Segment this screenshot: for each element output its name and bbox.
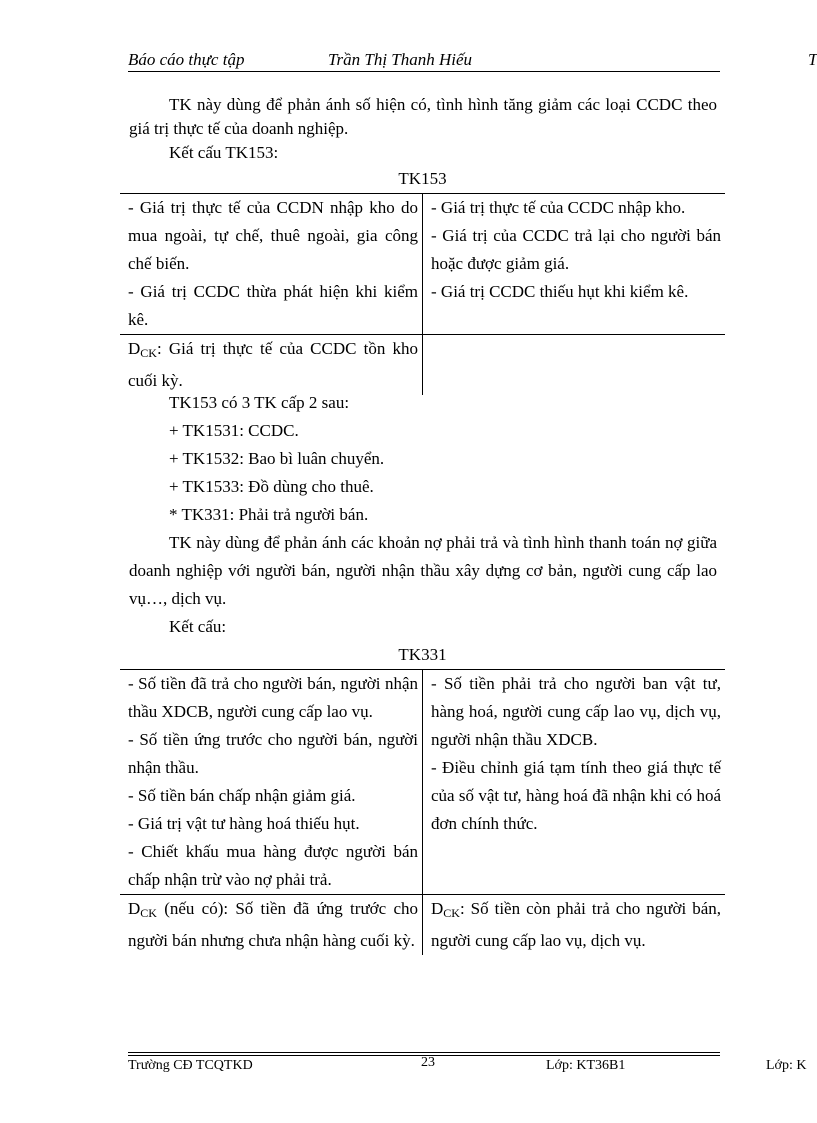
tk153-balance-cell — [120, 335, 423, 395]
balance-description: : Số tiền còn phải trả cho người bán, người cung cấp lao vụ, dịch vụ. — [431, 899, 721, 950]
tk331-balance-left-cell — [120, 895, 423, 955]
tk331-debit-line: - Số tiền đã trả cho người bán, người nhận thầu XDCB, người cung cấp lao vụ. — [128, 674, 418, 721]
footer-class-right: Lớp: K — [766, 1058, 807, 1073]
header-rule — [128, 71, 720, 72]
subaccount-item: + TK1532: Bao bì luân chuyển. — [169, 449, 385, 468]
header-report-title: Báo cáo thực tập — [128, 50, 245, 69]
tk331-credit-line: - Số tiền phải trả cho người ban vật tư, hàng hoá, người cung cấp lao vụ, dịch vụ, người nhận thầu XDCB. — [431, 674, 721, 749]
tk331-debit-line: - Số tiền bán chấp nhận giảm giá. — [128, 786, 356, 805]
tk331-debit-cell — [120, 670, 423, 894]
tk331-credit-cell — [423, 670, 725, 894]
tk331-description: TK này dùng để phản ánh các khoản nợ phải trả và tình hình thanh toán nợ giữa doanh nghiệp với người bán, người nhận thầu xây dựng cơ bản, người cung cấp lao vụ…, dịch vụ. — [129, 533, 717, 608]
tk331-t-account — [120, 641, 725, 955]
balance-description: (nếu có): Số tiền đã ứng trước cho người bán nhưng chưa nhận hàng cuối kỳ. — [128, 899, 418, 950]
tk153-credit-line: - Giá trị CCDC thiếu hụt khi kiểm kê. — [431, 282, 689, 301]
tk153-credit-cell — [423, 194, 725, 334]
footer-school: Trường CĐ TCQTKD — [128, 1058, 253, 1073]
balance-subscript: CK — [140, 346, 157, 360]
tk331-credit-line: - Điều chỉnh giá tạm tính theo giá thực tế của số vật tư, hàng hoá đã nhận khi có hoá đơn chính thức. — [431, 758, 721, 833]
tk153-debit-cell — [120, 194, 423, 334]
tk153-intro — [129, 93, 717, 165]
balance-subscript: CK — [140, 906, 157, 920]
tk331-balance-left-text — [128, 895, 418, 955]
balance-description: : Giá trị thực tế của CCDC tồn kho cuối kỳ. — [128, 339, 418, 390]
balance-symbol: D — [128, 899, 141, 918]
tk153-credit-line: - Giá trị của CCDC trả lại cho người bán hoặc được giảm giá. — [431, 226, 721, 273]
tk331-balance-right-text — [431, 895, 721, 955]
tk153-balance-text — [128, 335, 418, 395]
subaccount-item: + TK1531: CCDC. — [169, 421, 299, 440]
tk331-debit-line: - Số tiền ứng trước cho người bán, người nhận thầu. — [128, 730, 418, 777]
tk331-balance-row — [120, 894, 725, 955]
tk153-debit-line: - Giá trị thực tế của CCDN nhập kho do mua ngoài, tự chế, thuê ngoài, gia công chế biến. — [128, 198, 418, 273]
tk153-t-account — [120, 165, 725, 395]
tk153-structure-label: Kết cấu TK153: — [169, 143, 279, 162]
tk153-entries-row — [120, 193, 725, 334]
tk331-heading: * TK331: Phải trả người bán. — [169, 505, 369, 524]
tk153-balance-row — [120, 334, 725, 395]
header-author-name: Trần Thị Thanh Hiếu — [328, 50, 473, 69]
footer-page-number: 23 — [421, 1055, 435, 1070]
subaccounts-intro: TK153 có 3 TK cấp 2 sau: — [169, 393, 350, 412]
balance-symbol: D — [128, 339, 141, 358]
tk331-debit-line: - Giá trị vật tư hàng hoá thiếu hụt. — [128, 814, 360, 833]
tk153-title: TK153 — [398, 169, 447, 188]
footer-class: Lớp: KT36B1 — [546, 1058, 626, 1073]
balance-subscript: CK — [443, 906, 460, 920]
tk153-description: TK này dùng để phản ánh số hiện có, tình hình tăng giảm các loại CCDC theo giá trị thực tế của doanh nghiệp. — [129, 95, 717, 138]
tk331-structure-label: Kết cấu: — [169, 617, 227, 636]
tk331-entries-row — [120, 669, 725, 894]
tk331-balance-right-cell — [423, 895, 725, 955]
footer-rule — [128, 1052, 720, 1053]
header-right-fragment: T — [808, 50, 817, 69]
tk153-debit-line: - Giá trị CCDC thừa phát hiện khi kiểm kê. — [128, 282, 418, 329]
tk331-title: TK331 — [398, 645, 447, 664]
subaccounts-section — [129, 389, 717, 641]
balance-symbol: D — [431, 899, 444, 918]
tk153-balance-empty-cell — [423, 335, 725, 395]
tk153-credit-line: - Giá trị thực tế của CCDC nhập kho. — [431, 198, 686, 217]
subaccount-item: + TK1533: Đồ dùng cho thuê. — [169, 477, 374, 496]
tk331-debit-line: - Chiết khấu mua hàng được người bán chấp nhận trừ vào nợ phải trả. — [128, 842, 418, 889]
